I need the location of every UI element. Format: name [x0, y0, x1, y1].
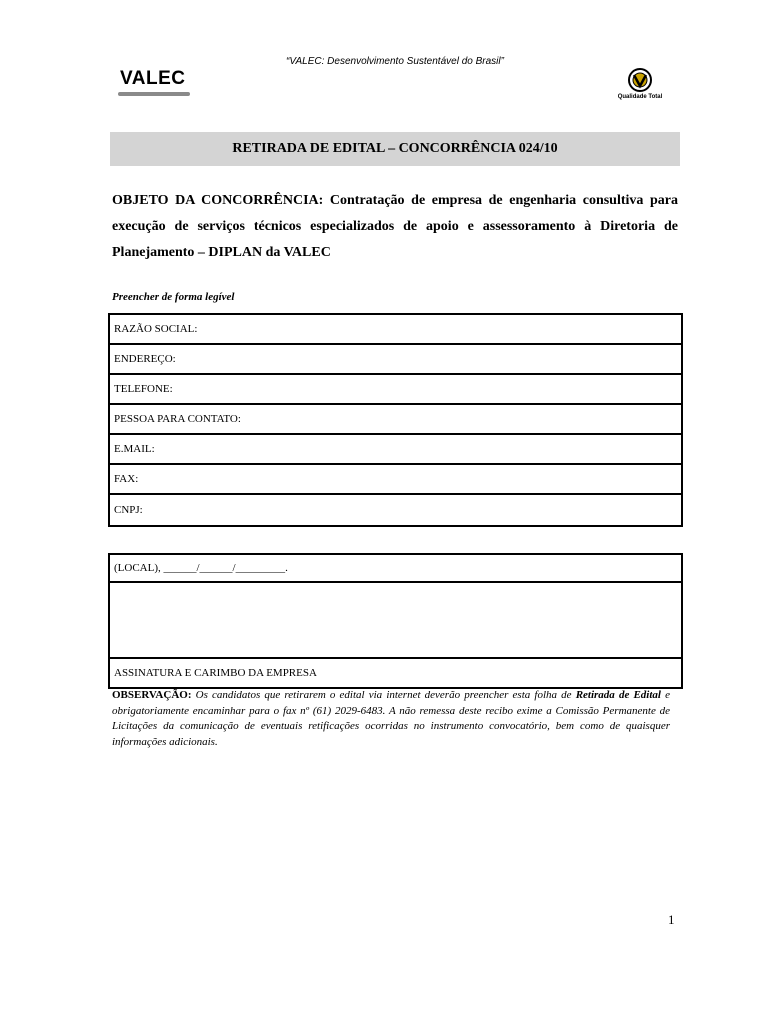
valec-logo-underline [118, 92, 190, 96]
field-endereco[interactable]: ENDEREÇO: [110, 345, 681, 375]
observacao-emphasis: Retirada de Edital [575, 689, 661, 701]
objeto-text: Contratação de empresa de engenharia consultiva para execução de serviços técnicos especializados de apoio e assessoramento à Diretoria de Planejamento – DIPLAN da VALEC [112, 193, 678, 260]
valec-logo-text: VALEC [120, 68, 186, 89]
quality-seal-icon [612, 66, 668, 106]
signature-area[interactable] [110, 583, 681, 659]
signature-label: ASSINATURA E CARIMBO DA EMPRESA [114, 667, 317, 679]
objeto-label: OBJETO DA CONCORRÊNCIA: [112, 193, 324, 208]
header-motto: “VALEC: Desenvolvimento Sustentável do Brasil” [286, 56, 504, 67]
page-number: 1 [668, 912, 675, 927]
observacao-text-2: e obrigatoriamente encaminhar para o fax nº (61) 2029-6483. A não remessa deste recibo exime a Comissão Permanente de Licitações da comunicação de eventuais retificações ocorridas no instrumento convocatório, bem como de quaisquer informações adicionais. [112, 689, 670, 748]
objeto-paragraph [112, 188, 678, 266]
field-pessoa-contato[interactable]: PESSOA PARA CONTATO: [110, 405, 681, 435]
field-razao-social[interactable]: RAZÃO SOCIAL: [110, 315, 681, 345]
seal-caption: Qualidade Total [617, 94, 663, 100]
observacao-label: OBSERVAÇÃO: [112, 689, 192, 701]
field-telefone[interactable]: TELEFONE: [110, 375, 681, 405]
local-date-field[interactable]: (LOCAL), ______/______/_________. [110, 555, 681, 583]
page-title: RETIRADA DE EDITAL – CONCORRÊNCIA 024/10 [110, 132, 680, 166]
company-info-form [108, 313, 683, 527]
fill-note: Preencher de forma legível [112, 291, 235, 303]
field-email[interactable]: E.MAIL: [110, 435, 681, 465]
field-cnpj[interactable]: CNPJ: [114, 504, 143, 516]
field-fax[interactable]: FAX: [110, 465, 681, 495]
signature-box [108, 553, 683, 689]
observacao-paragraph [112, 688, 670, 750]
observacao-text-1: Os candidatos que retirarem o edital via internet deverão preencher esta folha de [191, 689, 576, 701]
